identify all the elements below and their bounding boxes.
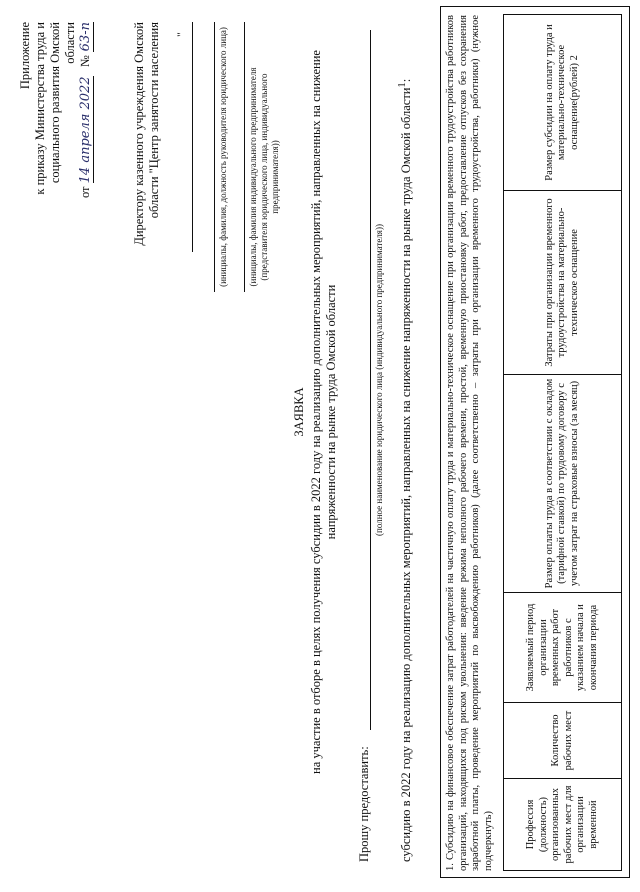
addressee-line: Директору казенного учреждения Омской — [132, 22, 146, 246]
section-box — [440, 6, 630, 878]
blank-line — [244, 22, 245, 292]
subsidy-table — [503, 14, 622, 871]
request-label: Прошу предоставить: — [357, 746, 371, 862]
table-header-cell: Размер субсидии на оплату труда и материально-техническое оснащение(рублей) 2 — [504, 15, 622, 191]
appendix-line: социального развития Омской области — [48, 22, 77, 184]
subsidy-paragraph: субсидию в 2022 году на реализацию дополнительных мероприятий, направленных на снижение напряженности на рынке труда Омской области$^1$: — [397, 78, 414, 862]
blank-line — [192, 22, 193, 252]
caption-entrepreneur — [248, 22, 281, 332]
table-header-cell: Затраты при организации временного трудоустройства на материально-техническое оснащение — [504, 191, 622, 375]
caption-line: (инициалы, фамилия индивидуального предпринимателя — [248, 67, 258, 287]
addressee-line: области "Центр занятости населения — [147, 22, 161, 219]
caption-line: (представителя юридического лица, индивидуального — [259, 73, 269, 281]
blank-line — [214, 22, 215, 292]
number-prefix: № — [78, 55, 92, 68]
handwritten-number: 63-п — [78, 22, 93, 52]
subsidy-text: субсидию в 2022 году на реализацию дополнительных мероприятий, направленных на снижение напряженности на рынке труда Омской области — [399, 87, 414, 862]
title-line: на участие в отборе в целях получения субсидии в 2022 году на реализацию дополнительных мероприятий, направленных на снижение — [309, 50, 323, 774]
title-heading: ЗАЯВКА — [292, 387, 306, 437]
from-prefix: от — [78, 186, 92, 199]
caption-full-name: (полное наименование юридического лица (индивидуального предпринимателя)) — [374, 224, 384, 536]
appendix-line: к приказу Министерства труда и — [33, 22, 47, 195]
appendix-line: Приложение — [18, 22, 32, 90]
appendix-date-line — [78, 22, 94, 212]
table-header-row — [504, 15, 622, 871]
section1-text: 1. Субсидию на финансовое обеспечение затрат работодателей на частичную оплату труда и материально-техническое оснащение при организации временного трудоустройства работников организаций, находящихся под риском увольнения: введение режима неполного рабочего времени, простой, временную приостановку работ, предоставление отпусков без сохранения заработной платы, проведение мероприятий по высвобождению работников) (далее соответственно – затраты при организации временного трудоустройства, работники) (нужное подчеркнуть) — [445, 15, 494, 871]
caption-head-initials: (инициалы, фамилия, должность руководителя юридического лица) — [218, 27, 228, 287]
handwritten-date: 14 апреля 2022 — [78, 76, 93, 184]
table-header-cell: Заявляемый период организации временных работ работников с указанием начала и окончания периода — [504, 593, 622, 703]
table-header-cell: Профессия (должность) организованных рабочих мест для организации временной — [504, 779, 622, 871]
appendix-block — [18, 22, 94, 212]
title-line: напряженности на рынке труда Омской области — [324, 284, 338, 540]
blank-line — [370, 30, 371, 730]
request-line — [357, 746, 372, 862]
closing-quote: " — [174, 32, 188, 37]
addressee-block — [132, 22, 162, 272]
caption-line: предпринимателя)) — [270, 140, 280, 214]
table-header-cell: Количество рабочих мест — [504, 703, 622, 779]
document-title — [292, 2, 339, 822]
table-header-cell: Размер оплаты труда в соответствии с окладом (тарифной ставкой) по трудовому договору с учетом затрат на страховые взносы (за месяц) — [504, 375, 622, 593]
